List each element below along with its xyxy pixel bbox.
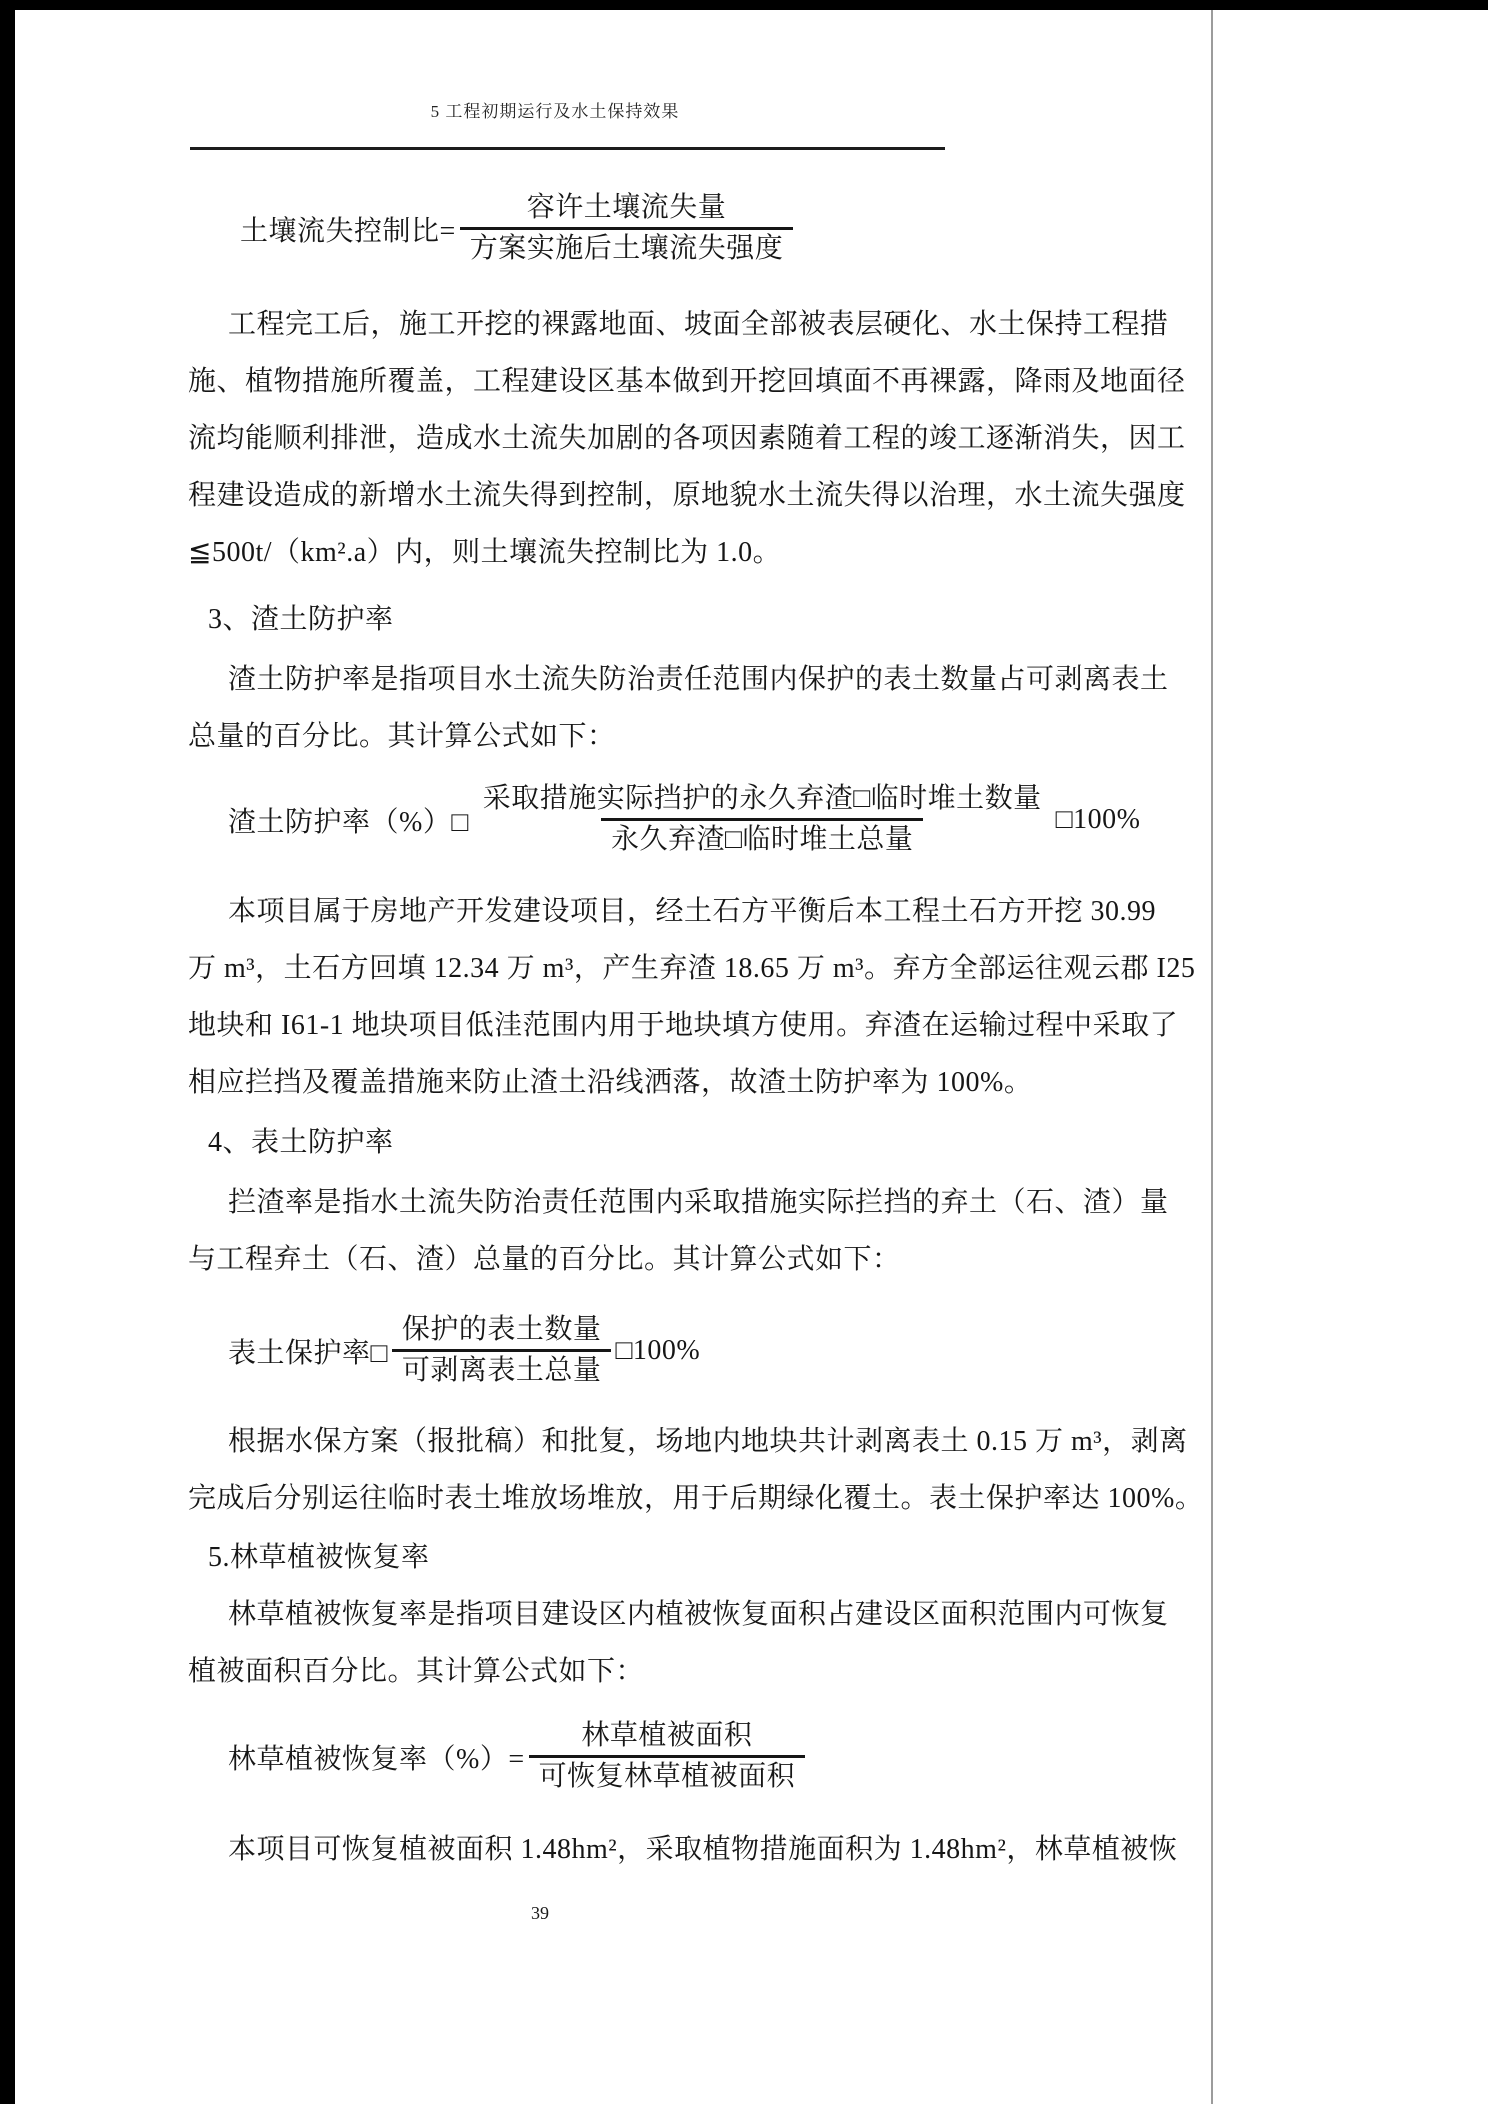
formula-fraction [473, 780, 1052, 859]
paragraph-line: 工程完工后，施工开挖的裸露地面、坡面全部被表层硬化、水土保持工程措 [228, 309, 1169, 340]
formula-numerator: 林草植被面积 [581, 1720, 753, 1751]
formula-lhs: 表土保护率□ [228, 1337, 388, 1369]
section-heading-4: 4、表土防护率 [208, 1127, 394, 1158]
paragraph-vegetation-recovery-definition [188, 1586, 1169, 1700]
paragraph-line: 本项目可恢复植被面积 1.48hm²，采取植物措施面积为 1.48hm²，林草植被恢 [228, 1834, 1178, 1865]
page-number: 39 [531, 1903, 549, 1923]
formula-lhs: 林草植被恢复率（%）= [228, 1743, 525, 1775]
header-rule [190, 147, 945, 150]
formula-denominator: 可恢复林草植被面积 [529, 1755, 806, 1796]
paragraph-line: 植被面积百分比。其计算公式如下： [188, 1656, 645, 1687]
paragraph-topsoil-protection-definition [188, 1174, 1169, 1288]
formula-numerator: 保护的表土数量 [401, 1314, 602, 1345]
page-header-title: 5 工程初期运行及水土保持效果 [430, 102, 680, 121]
paragraph-line: 地块和 I61-1 地块项目低洼范围内用于地块填方使用。弃渣在运输过程中采取了 [188, 1010, 1179, 1041]
paragraph-slag-protection-definition [188, 651, 1169, 765]
paragraph-line: 与工程弃土（石、渣）总量的百分比。其计算公式如下： [188, 1244, 901, 1275]
formula-vegetation-recovery-rate [188, 1717, 809, 1796]
formula-denominator: 永久弃渣□临时堆土总量 [601, 818, 923, 859]
scan-left-border [0, 0, 15, 2104]
paragraph-line: 总量的百分比。其计算公式如下： [188, 721, 616, 752]
paragraph-topsoil-stripping [188, 1413, 1204, 1527]
paragraph-line: ≦500t/（km².a）内，则土壤流失控制比为 1.0。 [188, 537, 782, 568]
formula-fraction [460, 189, 794, 268]
paragraph-line: 拦渣率是指水土流失防治责任范围内采取措施实际拦挡的弃土（石、渣）量 [228, 1187, 1169, 1218]
formula-soil-loss-control-ratio [188, 189, 797, 268]
formula-numerator: 采取措施实际挡护的永久弃渣□临时堆土数量 [482, 783, 1042, 814]
paragraph-earthwork-balance [188, 883, 1196, 1111]
paragraph-line: 流均能顺利排泄，造成水土流失加剧的各项因素随着工程的竣工逐渐消失，因工 [188, 423, 1186, 454]
section-heading-5: 5.林草植被恢复率 [208, 1542, 430, 1573]
paragraph-line: 完成后分别运往临时表土堆放场堆放，用于后期绿化覆土。表土保护率达 100%。 [188, 1483, 1204, 1514]
paragraph-line: 根据水保方案（报批稿）和批复，场地内地块共计剥离表土 0.15 万 m³，剥离 [228, 1426, 1188, 1457]
formula-denominator: 可剥离表土总量 [392, 1349, 612, 1390]
paragraph-line: 相应拦挡及覆盖措施来防止渣土沿线洒落，故渣土防护率为 100%。 [188, 1067, 1033, 1098]
formula-lhs: 土壤流失控制比= [240, 215, 456, 247]
formula-fraction [529, 1717, 806, 1796]
formula-suffix: □100% [1055, 803, 1141, 835]
formula-fraction [392, 1311, 612, 1390]
formula-suffix: □100% [615, 1334, 701, 1366]
paragraph-line: 渣土防护率是指项目水土流失防治责任范围内保护的表土数量占可剥离表土 [228, 664, 1169, 695]
paragraph-project-completion [188, 296, 1186, 581]
paragraph-line: 林草植被恢复率是指项目建设区内植被恢复面积占建设区面积范围内可恢复 [228, 1599, 1169, 1630]
formula-numerator: 容许土壤流失量 [526, 192, 727, 223]
scan-top-border [0, 0, 1488, 10]
scan-right-edge-line [1211, 10, 1213, 2104]
paragraph-line: 施、植物措施所覆盖，工程建设区基本做到开挖回填面不再裸露，降雨及地面径 [188, 366, 1186, 397]
section-heading-3: 3、渣土防护率 [208, 604, 394, 635]
paragraph-line: 本项目属于房地产开发建设项目，经土石方平衡后本工程土石方开挖 30.99 [228, 896, 1157, 927]
formula-topsoil-protection-rate [188, 1311, 700, 1390]
paragraph-line: 程建设造成的新增水土流失得到控制，原地貌水土流失得以治理，水土流失强度 [188, 480, 1186, 511]
formula-denominator: 方案实施后土壤流失强度 [460, 227, 794, 268]
paragraph-line: 万 m³，土石方回填 12.34 万 m³，产生弃渣 18.65 万 m³。弃方全部运往观云郡 I25 [188, 953, 1196, 984]
formula-lhs: 渣土防护率（%）□ [228, 806, 469, 838]
paragraph-recoverable-vegetation-area [188, 1821, 1178, 1878]
formula-slag-protection-rate [188, 780, 1140, 859]
